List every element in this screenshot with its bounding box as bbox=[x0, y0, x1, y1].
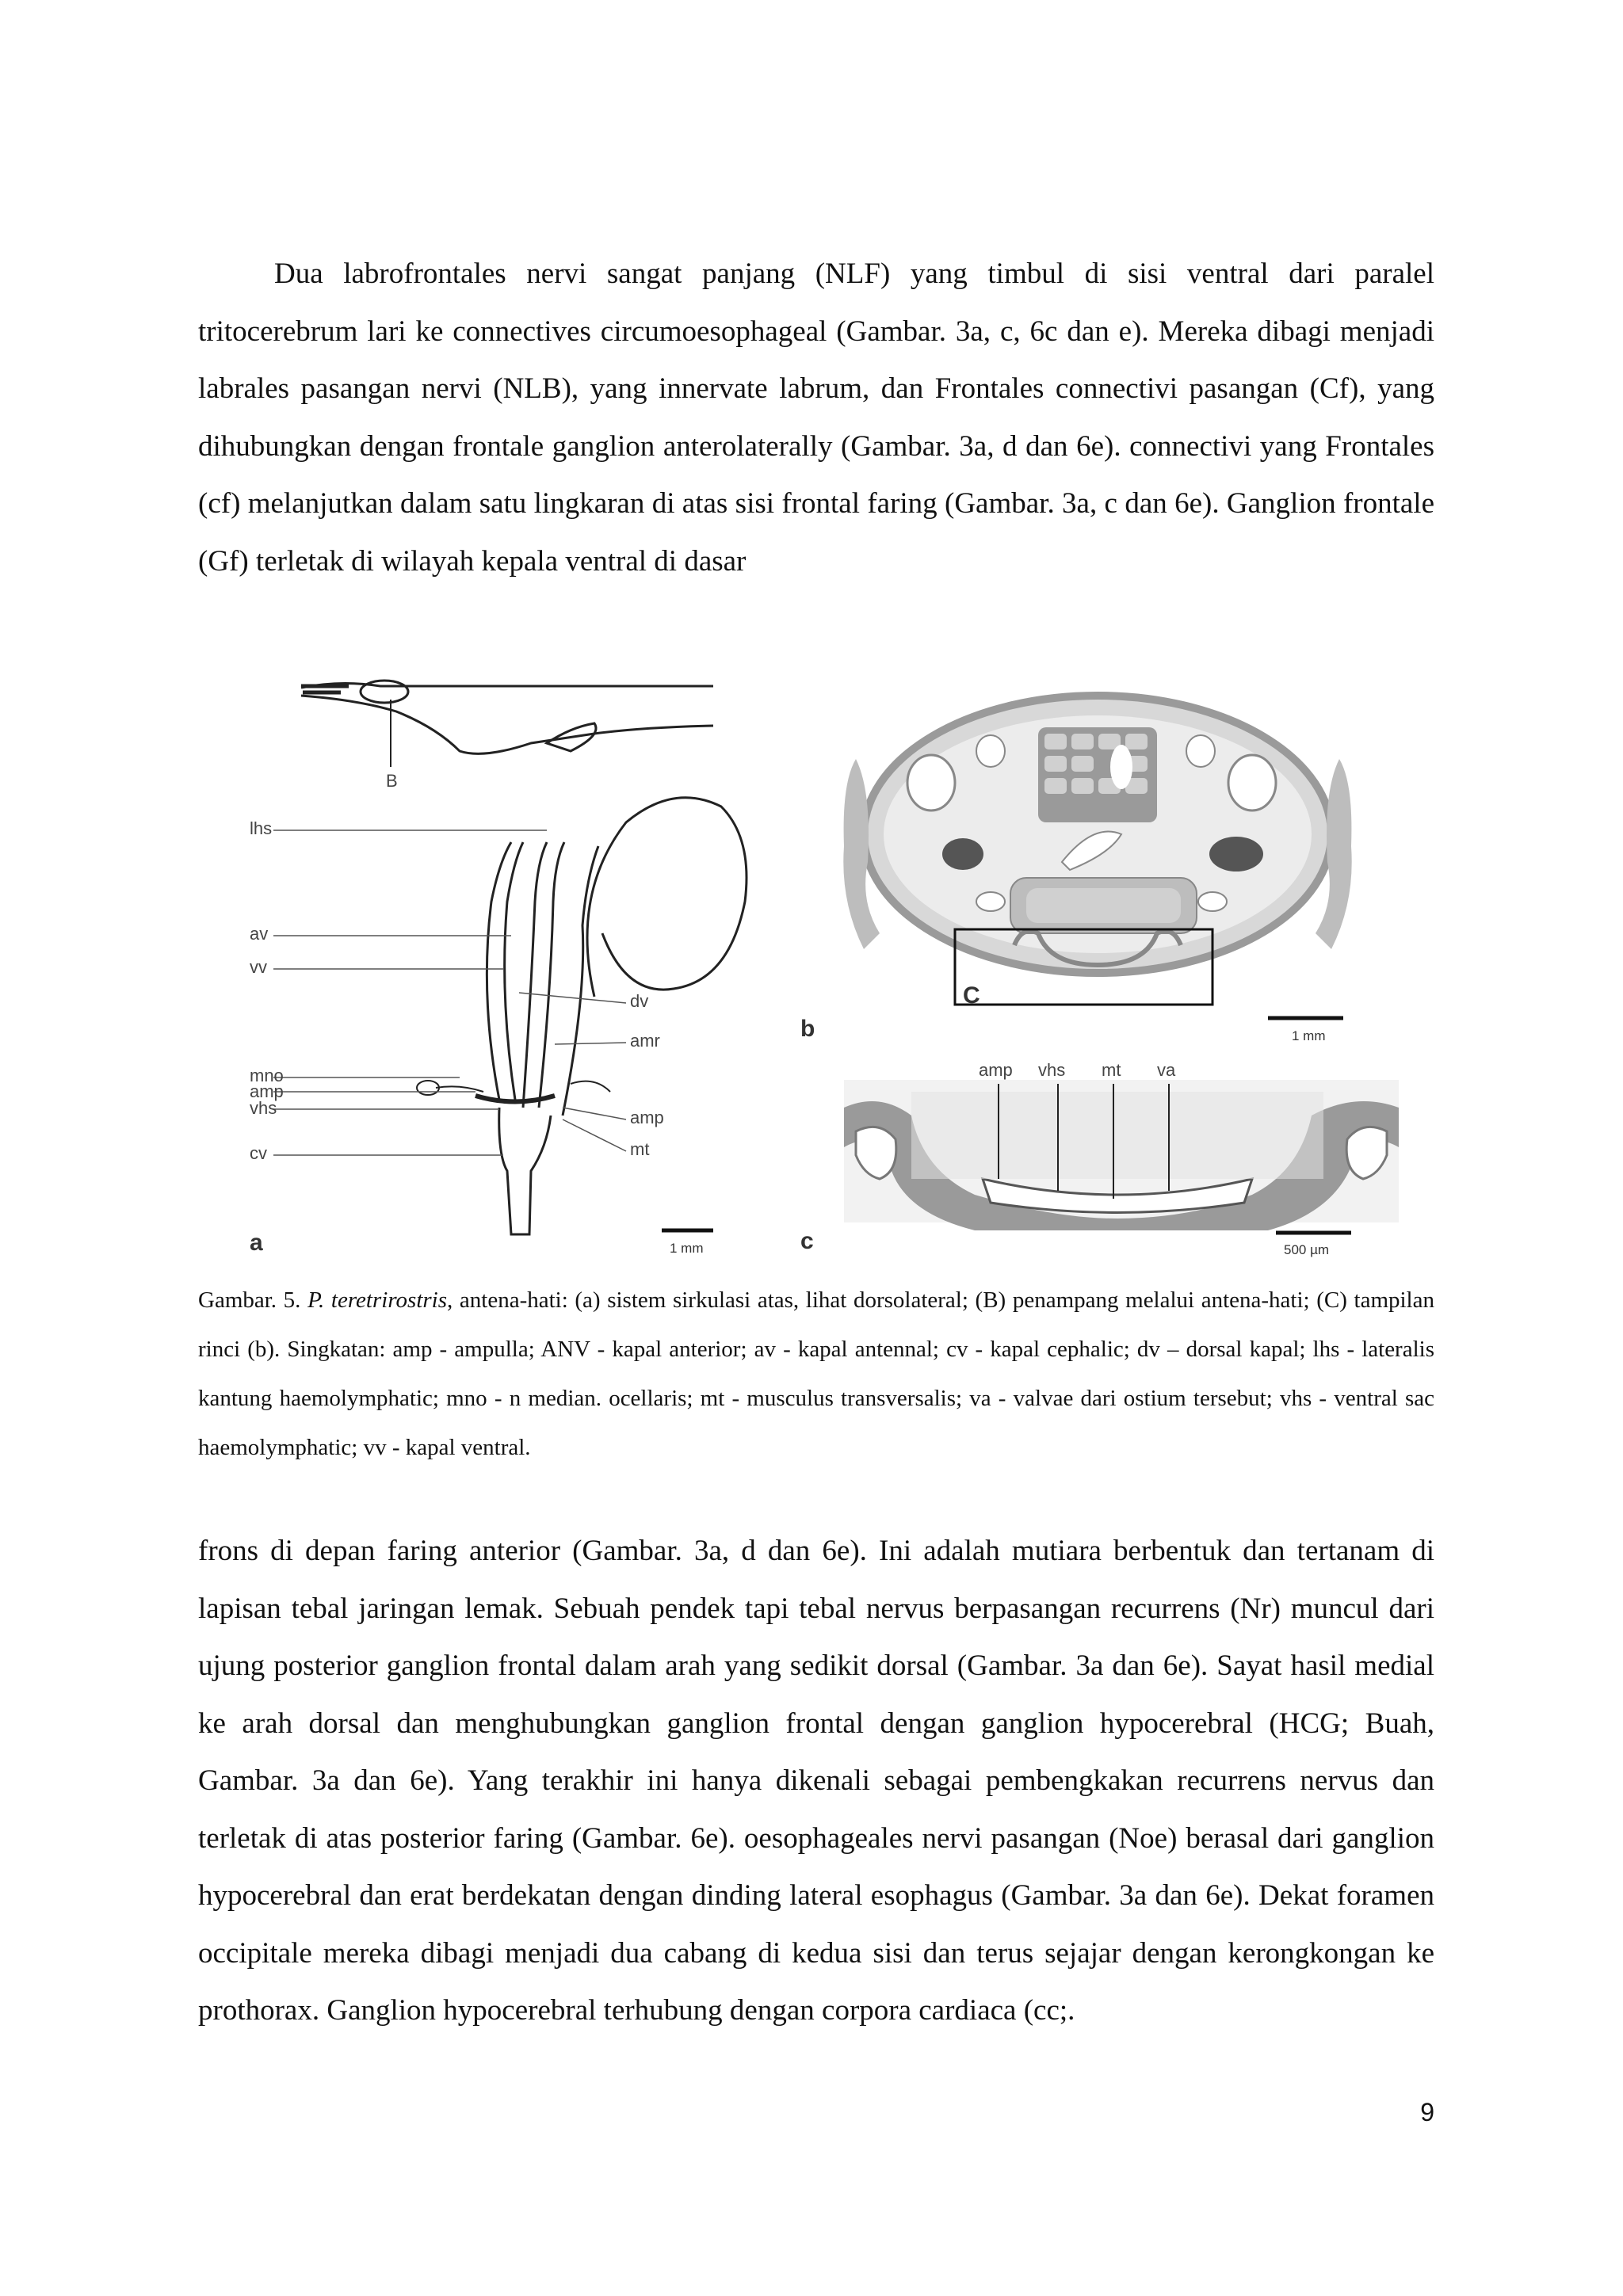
caption-prefix: Gambar. 5. bbox=[198, 1287, 308, 1313]
panel-a-label-amr: amr bbox=[630, 1031, 660, 1051]
panel-a-label-dv: dv bbox=[630, 991, 649, 1011]
panel-c-scale-bar: 500 µm bbox=[1284, 1242, 1330, 1257]
panel-b-micrograph bbox=[843, 696, 1387, 1009]
panel-c-label: c bbox=[800, 1228, 814, 1254]
panel-a-label-av: av bbox=[250, 924, 269, 944]
panel-a-label-amp-right: amp bbox=[630, 1108, 664, 1127]
panel-c-label-vhs: vhs bbox=[1038, 1060, 1066, 1080]
caption-text: , antena-hati: (a) sistem sirkulasi atas, lihat dorsolateral; (B) penampang melalui antena-hati; (C) tampilan rinci (b). Singkatan: amp - ampulla; ANV - kapal anterior; av - kapal antennal; cv - kapal cephalic; dv – dorsal kapal; lhs - lateralis kantung haemolymphatic; mno - n median. ocellaris; mt - musculus transversalis; va - valvae dari ostium tersebut; vhs - ventral sac haemolymphatic; vv - kapal ventral. bbox=[198, 1287, 1434, 1460]
panel-c-label-amp: amp bbox=[979, 1060, 1013, 1080]
body-paragraph-2: frons di depan faring anterior (Gambar. 3a, d dan 6e). Ini adalah mutiara berbentuk dan tertanam di lapisan tebal jaringan lemak. Sebuah pendek tapi tebal nervus berpasangan recurrens (Nr) muncul dari ujung posterior ganglion frontal dalam arah yang sedikit dorsal (Gambar. 3a dan 6e). Sayat hasil medial ke arah dorsal dan menghubungkan ganglion frontal dengan ganglion hypocerebral (HCG; Buah, Gambar. 3a dan 6e). Yang terakhir ini hanya dikenali sebagai pembengkakan recurrens nervus dan terletak di atas posterior faring (Gambar. 6e). oesophageales nervi pasangan (Noe) berasal dari ganglion hypocerebral dan erat berdekatan dengan dinding lateral esophagus (Gambar. 3a dan 6e). Dekat foramen occipitale mereka dibagi menjadi dua cabang di kedua sisi dan terus sejajar dengan kerongkongan ke prothorax. Ganglion hypocerebral terhubung dengan corpora cardiaca (cc;. bbox=[198, 1535, 1434, 2027]
panel-b-inset-label: C bbox=[963, 982, 980, 1009]
caption-species: P. teretrirostris bbox=[307, 1287, 448, 1313]
body-paragraph-1: Dua labrofrontales nervi sangat panjang (NLF) yang timbul di sisi ventral dari paralel tritocerebrum lari ke connectives circumoesophageal (Gambar. 3a, c, 6c dan e). Mereka dibagi menjadi labrales pasangan nervi (NLB), yang innervate labrum, dan Frontales connectivi pasangan (Cf), yang dihubungkan dengan frontale ganglion anterolaterally (Gambar. 3a, d dan 6e). connectivi yang Frontales (cf) melanjutkan dalam satu lingkaran di atas sisi frontal faring (Gambar. 3a, c dan 6e). Ganglion frontale (Gf) terletak di wilayah kepala ventral di dasar bbox=[198, 257, 1434, 578]
panel-a-label-lhs: lhs bbox=[250, 818, 273, 838]
page-number: 9 bbox=[1420, 2098, 1434, 2126]
ampulla-top bbox=[361, 681, 408, 703]
panel-a-label-cv: cv bbox=[250, 1143, 267, 1163]
panel-a-label: a bbox=[250, 1230, 263, 1256]
panel-c-micrograph bbox=[844, 1080, 1399, 1230]
figure-5-drawing bbox=[198, 664, 1434, 1266]
figure-5 bbox=[198, 664, 1434, 1266]
panel-c-label-mt: mt bbox=[1102, 1060, 1121, 1080]
panel-a-label-mt: mt bbox=[630, 1139, 650, 1159]
panel-b-label: b bbox=[800, 1016, 815, 1042]
panel-a-label-vv: vv bbox=[250, 957, 267, 977]
panel-a-label-mno: mno bbox=[250, 1066, 284, 1085]
panel-c-label-va: va bbox=[1157, 1060, 1176, 1080]
lateral-haemolymph-sac bbox=[587, 798, 747, 997]
panel-b-scale-bar: 1 mm bbox=[1292, 1028, 1326, 1043]
panel-a-label-vhs: vhs bbox=[250, 1098, 277, 1118]
panel-a-label-B: B bbox=[386, 771, 398, 791]
panel-a-label-amp: amp bbox=[250, 1081, 284, 1101]
antenna-heart-outline bbox=[301, 683, 713, 753]
panel-a-scale-bar: 1 mm bbox=[670, 1241, 704, 1256]
figure-caption bbox=[198, 1276, 1434, 1472]
